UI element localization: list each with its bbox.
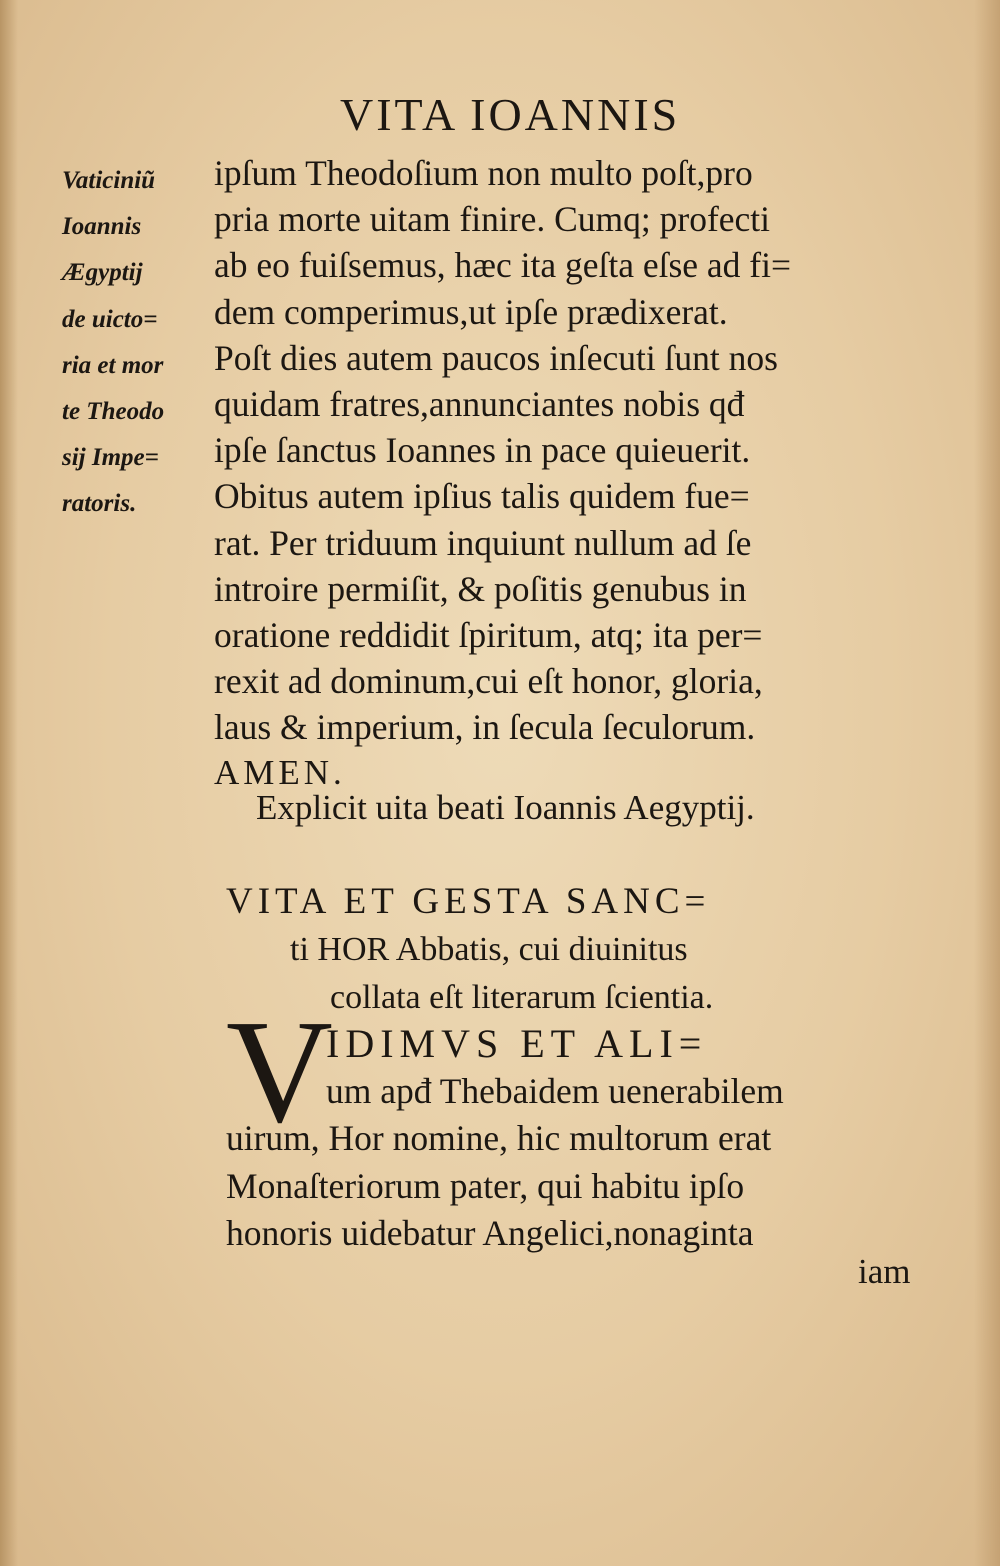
margin-note-line: Ioannis	[62, 213, 142, 241]
section-title-line: collata eſt literarum ſcientia.	[330, 979, 714, 1016]
catchword: iam	[858, 1252, 911, 1291]
explicit-line: Explicit uita beati Ioannis Aegyptij.	[256, 788, 755, 827]
margin-note-line: ria et mor	[62, 351, 164, 379]
text-line: um apđ Thebaidem uenerabilem	[326, 1070, 784, 1111]
amen-line: AMEN.	[214, 753, 346, 793]
text-line: uirum, Hor nomine, hic multorum erat	[226, 1118, 772, 1158]
page-edge-right	[974, 0, 1000, 1566]
margin-note-line: ratoris.	[62, 490, 137, 518]
margin-note-line: de uicto=	[62, 305, 158, 333]
text-line: honoris uidebatur Angelici,nonaginta	[226, 1213, 754, 1253]
margin-note-line: Vaticiniũ	[62, 167, 156, 194]
running-head: VITA IOANNIS	[340, 89, 681, 140]
margin-note-line: te Theodo	[62, 398, 165, 426]
section-body	[226, 1020, 926, 1258]
main-text-block	[214, 150, 914, 797]
text-line: laus & imperium, in ſecula ſeculorum.	[214, 707, 756, 748]
text-line: dem comperimus,ut ipſe prædixerat.	[214, 291, 728, 332]
text-line: quidam fratres,annunciantes nobis qđ	[214, 383, 745, 424]
text-line: ipſum Theodoſium non multo poſt,pro	[214, 153, 753, 193]
drop-capital: V	[226, 990, 333, 1154]
text-line: IDIMVS ET ALI=	[326, 1021, 708, 1066]
text-line: ipſe ſanctus Ioannes in pace quieuerit.	[214, 430, 751, 471]
text-line: Obitus autem ipſius talis quidem fue=	[214, 476, 750, 517]
text-line: Monaſteriorum pater, qui habitu ipſo	[226, 1165, 745, 1206]
section-title-line: ti HOR Abbatis, cui diuinitus	[290, 931, 688, 968]
margin-note-line: sij Impe=	[62, 444, 159, 472]
text-line: Poſt dies autem paucos inſecuti ſunt nos	[214, 337, 778, 378]
margin-note	[62, 158, 210, 528]
text-line: introire permiſit, & poſitis genubus in	[214, 568, 747, 609]
section-title-line: VITA ET GESTA SANC=	[226, 881, 711, 922]
text-line: ab eo fuiſsemus, hæc ita geſta eſse ad fi=	[214, 245, 791, 286]
text-line: rat. Per triduum inquiunt nullum ad ſe	[214, 522, 752, 563]
page-edge-left	[0, 0, 18, 1566]
text-line: pria morte uitam finire. Cumq; profecti	[214, 199, 771, 240]
text-line: rexit ad dominum,cui eſt honor, gloria,	[214, 661, 763, 702]
margin-note-line: Ægyptij	[62, 259, 143, 287]
text-line: oratione reddidit ſpiritum, atq; ita per=	[214, 614, 763, 655]
